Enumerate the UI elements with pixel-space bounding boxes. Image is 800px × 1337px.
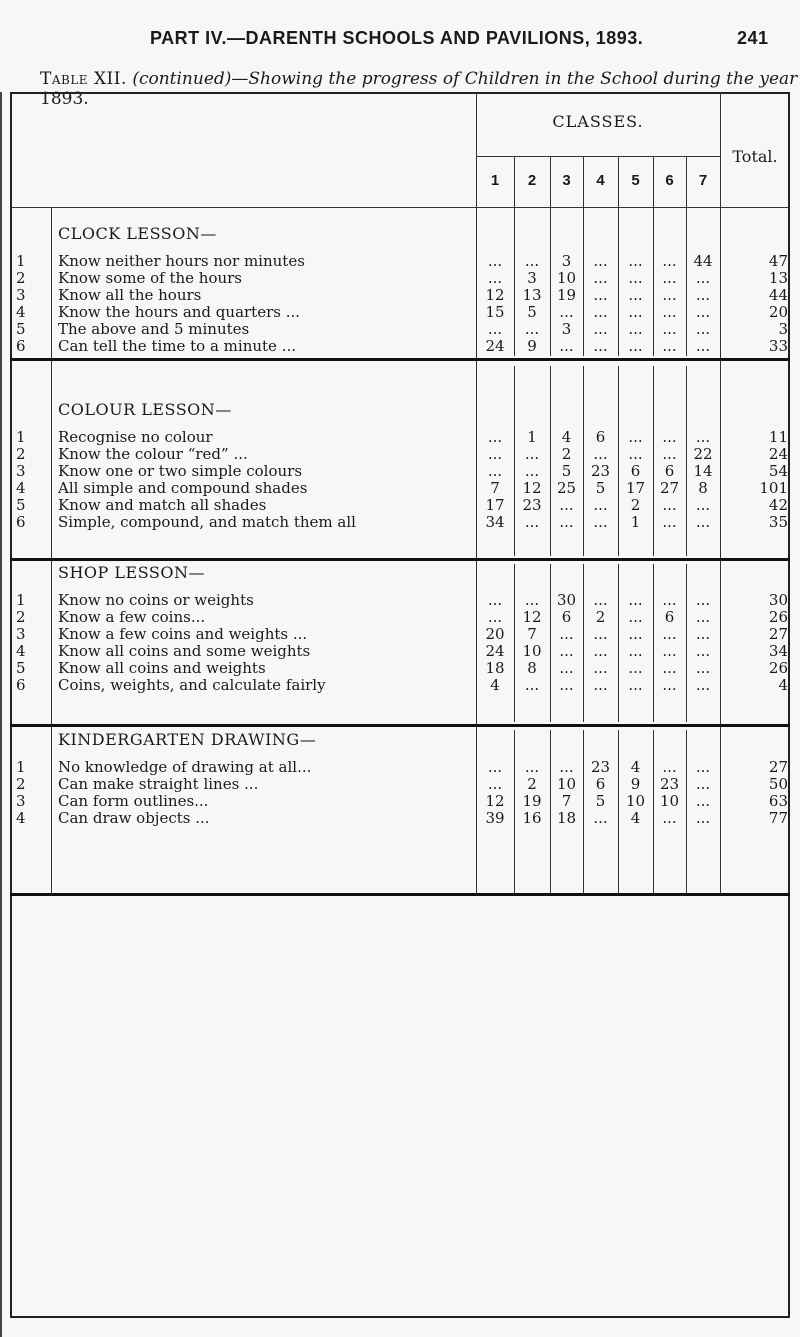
class-cell: 8 <box>698 479 708 497</box>
class-cell: ... <box>593 269 608 287</box>
class-cell: ... <box>559 496 574 514</box>
class-cell: ... <box>662 428 677 446</box>
class-cell: 8 <box>527 659 537 677</box>
row-total: 13 <box>768 269 788 287</box>
table-row <box>0 445 800 463</box>
class-cell: 16 <box>522 809 542 827</box>
class-cell: ... <box>628 676 643 694</box>
table-row <box>0 642 800 660</box>
class-cell: ... <box>524 320 540 338</box>
class-cell: ... <box>593 496 608 514</box>
class-cell: ... <box>628 591 643 609</box>
class-cell: ... <box>662 320 677 338</box>
row-label-text: Can draw objects ... <box>58 809 210 827</box>
row-index: 5 <box>16 496 26 514</box>
section-rule <box>10 358 790 361</box>
class-cell: ... <box>628 337 643 355</box>
row-label-text: No knowledge of drawing at all... <box>58 758 312 776</box>
class-cell: ... <box>593 337 608 355</box>
class-cell: ... <box>662 445 677 463</box>
row-label-text: Know all the hours <box>58 286 202 304</box>
row-index: 6 <box>16 676 26 694</box>
class-cell: 10 <box>625 792 646 810</box>
header-bottom-rule <box>10 207 790 208</box>
row-index: 2 <box>16 269 26 287</box>
row-label <box>58 479 470 497</box>
class-cell: ... <box>593 286 608 304</box>
table-row <box>0 428 800 446</box>
header-title: PART IV.—DARENTH SCHOOLS AND PAVILIONS, 1893. <box>150 28 644 48</box>
class-cell: 10 <box>659 792 680 810</box>
row-total: 30 <box>768 591 788 609</box>
row-total: 77 <box>768 809 788 827</box>
class-cell: ... <box>593 445 608 463</box>
table-row <box>0 337 800 355</box>
row-total: 44 <box>768 286 788 304</box>
table-row <box>0 591 800 609</box>
class-cell: 25 <box>556 479 577 497</box>
class-cell: ... <box>524 252 540 270</box>
row-index: 1 <box>16 758 26 776</box>
class-cell: 4 <box>490 676 500 694</box>
class-cell: 19 <box>522 792 542 810</box>
class-cell: 6 <box>595 775 606 793</box>
table-number: Table XII. <box>40 69 127 89</box>
class-cell: ... <box>628 625 643 643</box>
class-cell: 3 <box>527 269 537 287</box>
page-number: 241 <box>737 28 769 48</box>
class-cell: ... <box>559 303 574 321</box>
class-cell: 19 <box>556 286 577 304</box>
class-cell: ... <box>487 775 503 793</box>
class-cell: ... <box>628 445 643 463</box>
class-number-6: 6 <box>665 172 674 189</box>
class-cell: 5 <box>595 479 606 497</box>
row-label-text: Know a few coins and weights ... <box>58 625 308 643</box>
class-cell: 22 <box>693 445 713 463</box>
class-cell: ... <box>593 625 608 643</box>
row-index: 4 <box>16 642 26 660</box>
class-cell: 6 <box>561 608 572 626</box>
class-cell: ... <box>695 775 711 793</box>
table-row <box>0 809 800 827</box>
table-row <box>0 252 800 270</box>
class-cell: 1 <box>527 428 537 446</box>
class-cell: ... <box>593 591 608 609</box>
class-cell: ... <box>695 809 711 827</box>
class-cell: 12 <box>522 608 542 626</box>
row-index: 1 <box>16 428 26 446</box>
row-index: 4 <box>16 809 26 827</box>
row-total: 24 <box>768 445 788 463</box>
row-label-text: All simple and compound shades <box>58 479 308 497</box>
class-cell: 18 <box>556 809 577 827</box>
class-cell: ... <box>524 513 540 531</box>
row-index: 3 <box>16 286 26 304</box>
table-row <box>0 320 800 338</box>
total-heading: Total. <box>732 147 778 166</box>
row-total: 4 <box>778 676 788 694</box>
class-cell: ... <box>662 642 677 660</box>
class-cell: ... <box>695 758 711 776</box>
row-total: 27 <box>768 625 788 643</box>
class-cell: ... <box>559 659 574 677</box>
class-cell: ... <box>524 591 540 609</box>
class-cell: 10 <box>522 642 542 660</box>
class-number-7: 7 <box>698 172 708 189</box>
class-cell: 4 <box>630 758 641 776</box>
class-cell: 20 <box>485 625 505 643</box>
class-cell: ... <box>487 591 503 609</box>
class-cell: ... <box>487 428 503 446</box>
row-total: 11 <box>768 428 788 446</box>
row-label-text: Simple, compound, and match them all <box>58 513 356 531</box>
class-cell: 10 <box>556 269 577 287</box>
class-cell: 5 <box>527 303 537 321</box>
continued-note: (continued) <box>132 69 232 89</box>
row-label <box>58 320 470 338</box>
row-index: 6 <box>16 513 26 531</box>
class-cell: ... <box>628 320 643 338</box>
class-cell: ... <box>559 513 574 531</box>
class-number-3: 3 <box>562 172 571 189</box>
row-label <box>58 642 470 660</box>
row-label <box>58 809 470 827</box>
class-cell: ... <box>628 659 643 677</box>
class-cell: ... <box>487 269 503 287</box>
row-label <box>58 303 470 321</box>
table-row <box>0 758 800 776</box>
row-label-text: Know all coins and weights <box>58 659 266 677</box>
section-title: KINDERGARTEN DRAWING— <box>58 730 317 749</box>
class-cell: ... <box>662 659 677 677</box>
class-cell: 39 <box>485 809 505 827</box>
class-cell: 23 <box>590 758 611 776</box>
class-cell: ... <box>487 758 503 776</box>
class-cell: ... <box>628 303 643 321</box>
class-cell: ... <box>593 303 608 321</box>
row-total: 26 <box>768 659 788 677</box>
row-total: 47 <box>768 252 788 270</box>
class-cell: 23 <box>659 775 680 793</box>
class-cell: ... <box>695 496 711 514</box>
table-row <box>0 775 800 793</box>
class-cell: ... <box>559 625 574 643</box>
table-row <box>0 625 800 643</box>
class-cell: 27 <box>659 479 680 497</box>
table-row <box>0 659 800 677</box>
class-cell: ... <box>695 513 711 531</box>
class-cell: ... <box>524 758 540 776</box>
class-cell: 3 <box>561 252 572 270</box>
caption-text: —Showing the progress of Children in the School during the year <box>231 69 798 89</box>
row-label-text: The above and 5 minutes <box>58 320 250 338</box>
row-total: 3 <box>778 320 788 338</box>
class-cell: ... <box>695 608 711 626</box>
row-label <box>58 337 470 355</box>
class-cell: 6 <box>664 462 675 480</box>
row-label-text: Can make straight lines ... <box>58 775 259 793</box>
class-cell: 15 <box>485 303 505 321</box>
class-cell: ... <box>628 252 643 270</box>
row-total: 26 <box>768 608 788 626</box>
class-cell: ... <box>662 252 677 270</box>
row-index: 4 <box>16 479 26 497</box>
class-cell: ... <box>593 809 608 827</box>
row-index: 2 <box>16 445 26 463</box>
class-cell: 34 <box>485 513 505 531</box>
class-cell: ... <box>695 428 711 446</box>
row-label <box>58 591 470 609</box>
row-label <box>58 758 470 776</box>
class-cell: ... <box>695 337 711 355</box>
row-index: 3 <box>16 792 26 810</box>
class-cell: 9 <box>630 775 641 793</box>
class-cell: 30 <box>556 591 577 609</box>
class-cell: ... <box>559 337 574 355</box>
class-cell: ... <box>662 513 677 531</box>
row-index: 5 <box>16 320 26 338</box>
class-cell: 6 <box>595 428 606 446</box>
class-cell: 7 <box>490 479 500 497</box>
row-total: 33 <box>768 337 788 355</box>
row-label <box>58 608 470 626</box>
row-label <box>58 625 470 643</box>
row-label-text: Know neither hours nor minutes <box>58 252 305 270</box>
section-rule <box>10 724 790 727</box>
class-cell: ... <box>695 625 711 643</box>
row-label-text: Know all coins and some weights <box>58 642 311 660</box>
row-total: 50 <box>768 775 788 793</box>
row-label-text: Know some of the hours <box>58 269 243 287</box>
row-index: 6 <box>16 337 26 355</box>
table-row <box>0 676 800 694</box>
class-cell: 6 <box>664 608 675 626</box>
class-cell: 2 <box>630 496 641 514</box>
class-cell: 7 <box>561 792 572 810</box>
row-label-text: Can tell the time to a minute ... <box>58 337 297 355</box>
class-cell: 5 <box>561 462 572 480</box>
row-index: 1 <box>16 591 26 609</box>
row-label <box>58 462 470 480</box>
class-cell: 7 <box>527 625 537 643</box>
class-cell: 17 <box>625 479 646 497</box>
caption-year: 1893. <box>40 89 89 109</box>
class-cell: 13 <box>522 286 542 304</box>
row-index: 4 <box>16 303 26 321</box>
row-label-text: Coins, weights, and calculate fairly <box>58 676 326 694</box>
row-total: 42 <box>768 496 788 514</box>
row-label <box>58 286 470 304</box>
class-number-1: 1 <box>490 172 500 189</box>
class-cell: ... <box>487 445 503 463</box>
row-label <box>58 445 470 463</box>
class-cell: ... <box>662 758 677 776</box>
class-cell: ... <box>695 659 711 677</box>
row-total: 27 <box>768 758 788 776</box>
class-cell: ... <box>559 676 574 694</box>
class-cell: ... <box>628 286 643 304</box>
row-label <box>58 269 470 287</box>
class-cell: ... <box>695 269 711 287</box>
table-row <box>0 462 800 480</box>
class-cell: 10 <box>556 775 577 793</box>
row-label-text: Know and match all shades <box>58 496 267 514</box>
row-total: 54 <box>768 462 788 480</box>
row-index: 2 <box>16 608 26 626</box>
class-cell: ... <box>695 642 711 660</box>
classes-divider <box>476 156 720 157</box>
class-cell: 17 <box>485 496 505 514</box>
class-cell: ... <box>662 676 677 694</box>
class-cell: ... <box>662 809 677 827</box>
class-cell: 12 <box>485 286 505 304</box>
row-label-text: Can form outlines... <box>58 792 209 810</box>
class-cell: 9 <box>527 337 537 355</box>
row-label-text: Know no coins or weights <box>58 591 254 609</box>
class-number-2: 2 <box>527 172 537 189</box>
row-label <box>58 513 470 531</box>
row-label <box>58 676 470 694</box>
class-cell: ... <box>524 462 540 480</box>
row-total: 101 <box>759 479 788 497</box>
class-cell: ... <box>662 303 677 321</box>
class-cell: 2 <box>561 445 572 463</box>
class-number-4: 4 <box>596 172 605 189</box>
table-row <box>0 513 800 531</box>
class-cell: ... <box>662 269 677 287</box>
row-label-text: Know the colour “red” ... <box>58 445 248 463</box>
row-label <box>58 428 470 446</box>
class-cell: ... <box>695 591 711 609</box>
class-cell: 18 <box>485 659 505 677</box>
class-cell: ... <box>593 320 608 338</box>
class-cell: ... <box>524 445 540 463</box>
class-cell: ... <box>487 252 503 270</box>
class-cell: ... <box>662 496 677 514</box>
class-cell: ... <box>628 642 643 660</box>
table-row <box>0 608 800 626</box>
table-row <box>0 269 800 287</box>
row-total: 20 <box>768 303 788 321</box>
section-rule <box>10 893 790 896</box>
section-title: SHOP LESSON— <box>58 563 205 582</box>
row-index: 1 <box>16 252 26 270</box>
class-cell: 23 <box>590 462 611 480</box>
class-cell: ... <box>487 608 503 626</box>
class-cell: 24 <box>485 642 505 660</box>
class-cell: ... <box>695 792 711 810</box>
class-cell: 14 <box>693 462 713 480</box>
class-cell: ... <box>695 320 711 338</box>
class-cell: 5 <box>595 792 606 810</box>
class-cell: ... <box>487 320 503 338</box>
class-number-5: 5 <box>631 172 640 189</box>
row-total: 34 <box>768 642 788 660</box>
table-row <box>0 303 800 321</box>
row-label <box>58 792 470 810</box>
class-cell: ... <box>695 676 711 694</box>
class-cell: 23 <box>522 496 542 514</box>
class-cell: ... <box>593 676 608 694</box>
class-cell: ... <box>662 286 677 304</box>
class-cell: ... <box>662 625 677 643</box>
table-row <box>0 479 800 497</box>
class-cell: 3 <box>561 320 572 338</box>
class-cell: 12 <box>522 479 542 497</box>
classes-heading: CLASSES. <box>552 112 644 131</box>
class-cell: ... <box>524 676 540 694</box>
class-cell: ... <box>628 269 643 287</box>
section-title: CLOCK LESSON— <box>58 224 217 243</box>
section-title: COLOUR LESSON— <box>58 400 232 419</box>
row-label <box>58 775 470 793</box>
row-total: 35 <box>768 513 788 531</box>
row-total: 63 <box>768 792 788 810</box>
class-cell: 2 <box>527 775 537 793</box>
row-label <box>58 659 470 677</box>
class-cell: 12 <box>485 792 505 810</box>
row-label-text: Recognise no colour <box>58 428 213 446</box>
class-cell: 24 <box>485 337 505 355</box>
class-cell: ... <box>628 428 643 446</box>
class-cell: ... <box>593 252 608 270</box>
class-cell: 4 <box>630 809 641 827</box>
row-index: 5 <box>16 659 26 677</box>
class-cell: ... <box>695 286 711 304</box>
class-cell: 6 <box>630 462 641 480</box>
class-cell: 2 <box>595 608 606 626</box>
table-row <box>0 792 800 810</box>
row-label-text: Know a few coins... <box>58 608 206 626</box>
class-cell: ... <box>487 462 503 480</box>
class-cell: ... <box>695 303 711 321</box>
class-cell: ... <box>662 337 677 355</box>
class-cell: ... <box>593 642 608 660</box>
section-rule <box>10 558 790 561</box>
class-cell: ... <box>559 642 574 660</box>
class-cell: ... <box>593 513 608 531</box>
row-label <box>58 496 470 514</box>
row-label <box>58 252 470 270</box>
row-index: 3 <box>16 462 26 480</box>
table-row <box>0 286 800 304</box>
class-cell: ... <box>662 591 677 609</box>
row-label-text: Know the hours and quarters ... <box>58 303 301 321</box>
class-cell: ... <box>628 608 643 626</box>
class-cell: ... <box>559 758 574 776</box>
class-cell: 4 <box>561 428 572 446</box>
class-cell: 1 <box>630 513 641 531</box>
class-cell: ... <box>593 659 608 677</box>
row-index: 3 <box>16 625 26 643</box>
table-row <box>0 496 800 514</box>
class-cell: 44 <box>693 252 713 270</box>
row-index: 2 <box>16 775 26 793</box>
row-label-text: Know one or two simple colours <box>58 462 303 480</box>
